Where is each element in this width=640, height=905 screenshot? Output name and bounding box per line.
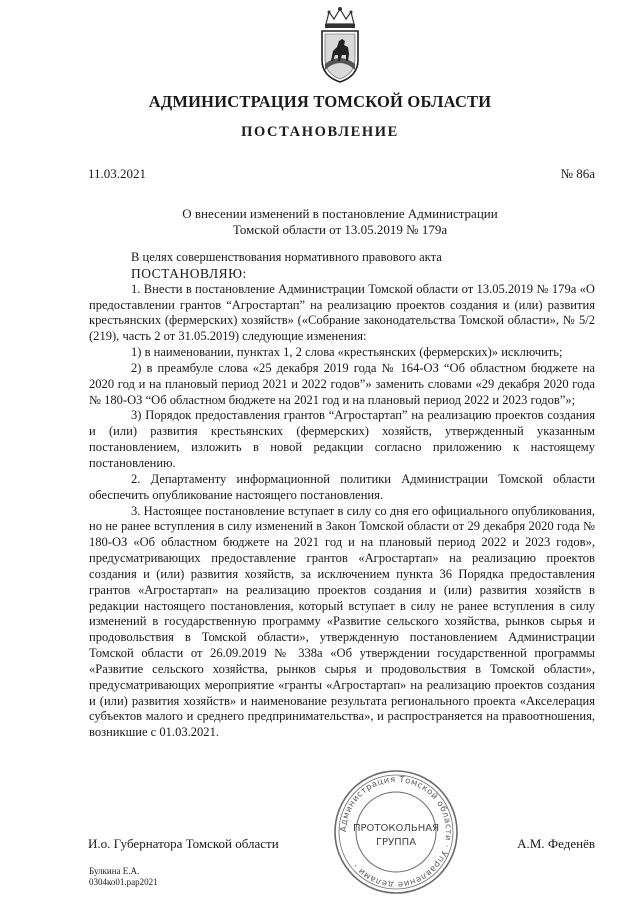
document-number: № 86а <box>560 166 595 181</box>
subject-line-1: О внесении изменений в постановление Администрации <box>182 206 498 221</box>
tomsk-region-coat-of-arms-icon <box>318 4 362 84</box>
official-stamp <box>332 768 460 896</box>
paragraph-1: 1. Внести в постановление Администрации Томской области от 13.05.2019 № 179а «О предоставлении грантов “Агростартап” на реализацию проектов создания и (или) развития крестьянских (фермерских) хозяйств» («Собрание законодательства Томской области», № 5/2 (219), часть 2 от 31.05.2019) следующие изменения: <box>89 281 595 344</box>
stamp-center-line-2: ГРУППА <box>375 837 417 848</box>
subject-line-2: Томской области от 13.05.2019 № 179а <box>232 222 448 237</box>
document-body <box>89 250 595 741</box>
paragraph-2: 2. Департаменту информационной политики Администрации Томской области обеспечить опубликование настоящего постановления. <box>89 471 595 502</box>
paragraph-1-item-1: 1) в наименовании, пунктах 1, 2 слова «крестьянских (фермерских)» исключить; <box>131 345 563 360</box>
decree-word: ПОСТАНОВЛЯЮ: <box>131 265 247 281</box>
paragraph-1-item-3: 3) Порядок предоставления грантов “Агростартап” на реализацию проектов создания и (или) развития крестьянских (фермерских) хозяйств, утвержденный указанным постановлением, изложить в новой редакции согласно приложению к настоящему постановлению. <box>89 408 595 470</box>
preamble: В целях совершенствования нормативного правового акта <box>131 250 442 264</box>
organization-name: АДМИНИСТРАЦИЯ ТОМСКОЙ ОБЛАСТИ <box>148 92 492 111</box>
document-type: ПОСТАНОВЛЕНИЕ <box>241 124 399 140</box>
performer-block <box>89 866 158 888</box>
document-subject <box>150 206 530 238</box>
paragraph-3: 3. Настоящее постановление вступает в силу со дня его официального опубликования, но не ранее вступления в силу изменений в Закон Томской области от 29 декабря 2020 года № 180-ОЗ «Об областном бюджете на 2021 год и на плановый период 2022 и 2023 годов», предусматривающих предоставление грантов «Агростартап» на реализацию проектов создания и (или) развития хозяйств, за исключением пункта 36 Порядка предоставления грантов «Агростартап» на реализацию проектов создания и (или) развития хозяйств в редакции настоящего постановления, который вступает в силу не ранее вступления в силу изменений в государственную программу «Развитие сельского хозяйства, рынков сырья и продовольствия в Томской области», утвержденную постановлением Администрации Томской области от 26.09.2019 № 338а «Об утверждении государственной программы «Развитие сельского хозяйства, рынков сырья и продовольствия в Томской области», предусматривающих мероприятие «гранты «Агростартап» на реализацию проектов создания и (или) развития хозяйств» и наименование результата регионального проекта «Акселерация субъектов малого и среднего предпринимательства», и распространяется на правоотношения, возникшие с 01.03.2021. <box>89 503 595 740</box>
paragraph-1-item-2: 2) в преамбуле слова «25 декабря 2019 года № 164-ОЗ “Об областном бюджете на 2020 год и на плановый период 2021 и 2022 годов”» заменить словами «29 декабря 2020 года № 180-ОЗ “Об областном бюджете на 2021 год и на плановый период 2022 и 2023 годов”»; <box>89 360 595 407</box>
signer-title: И.о. Губернатора Томской области <box>88 836 279 851</box>
file-code: 0304ко01.рар2021 <box>89 877 158 887</box>
stamp-ring-text: Администрация Томской области · Управление делами · <box>337 773 455 891</box>
document-date: 11.03.2021 <box>88 166 147 181</box>
performer-name: Булкина Е.А. <box>89 866 140 876</box>
stamp-center-line-1: ПРОТОКОЛЬНАЯ <box>352 823 440 834</box>
signer-name: А.М. Феденёв <box>517 836 595 851</box>
